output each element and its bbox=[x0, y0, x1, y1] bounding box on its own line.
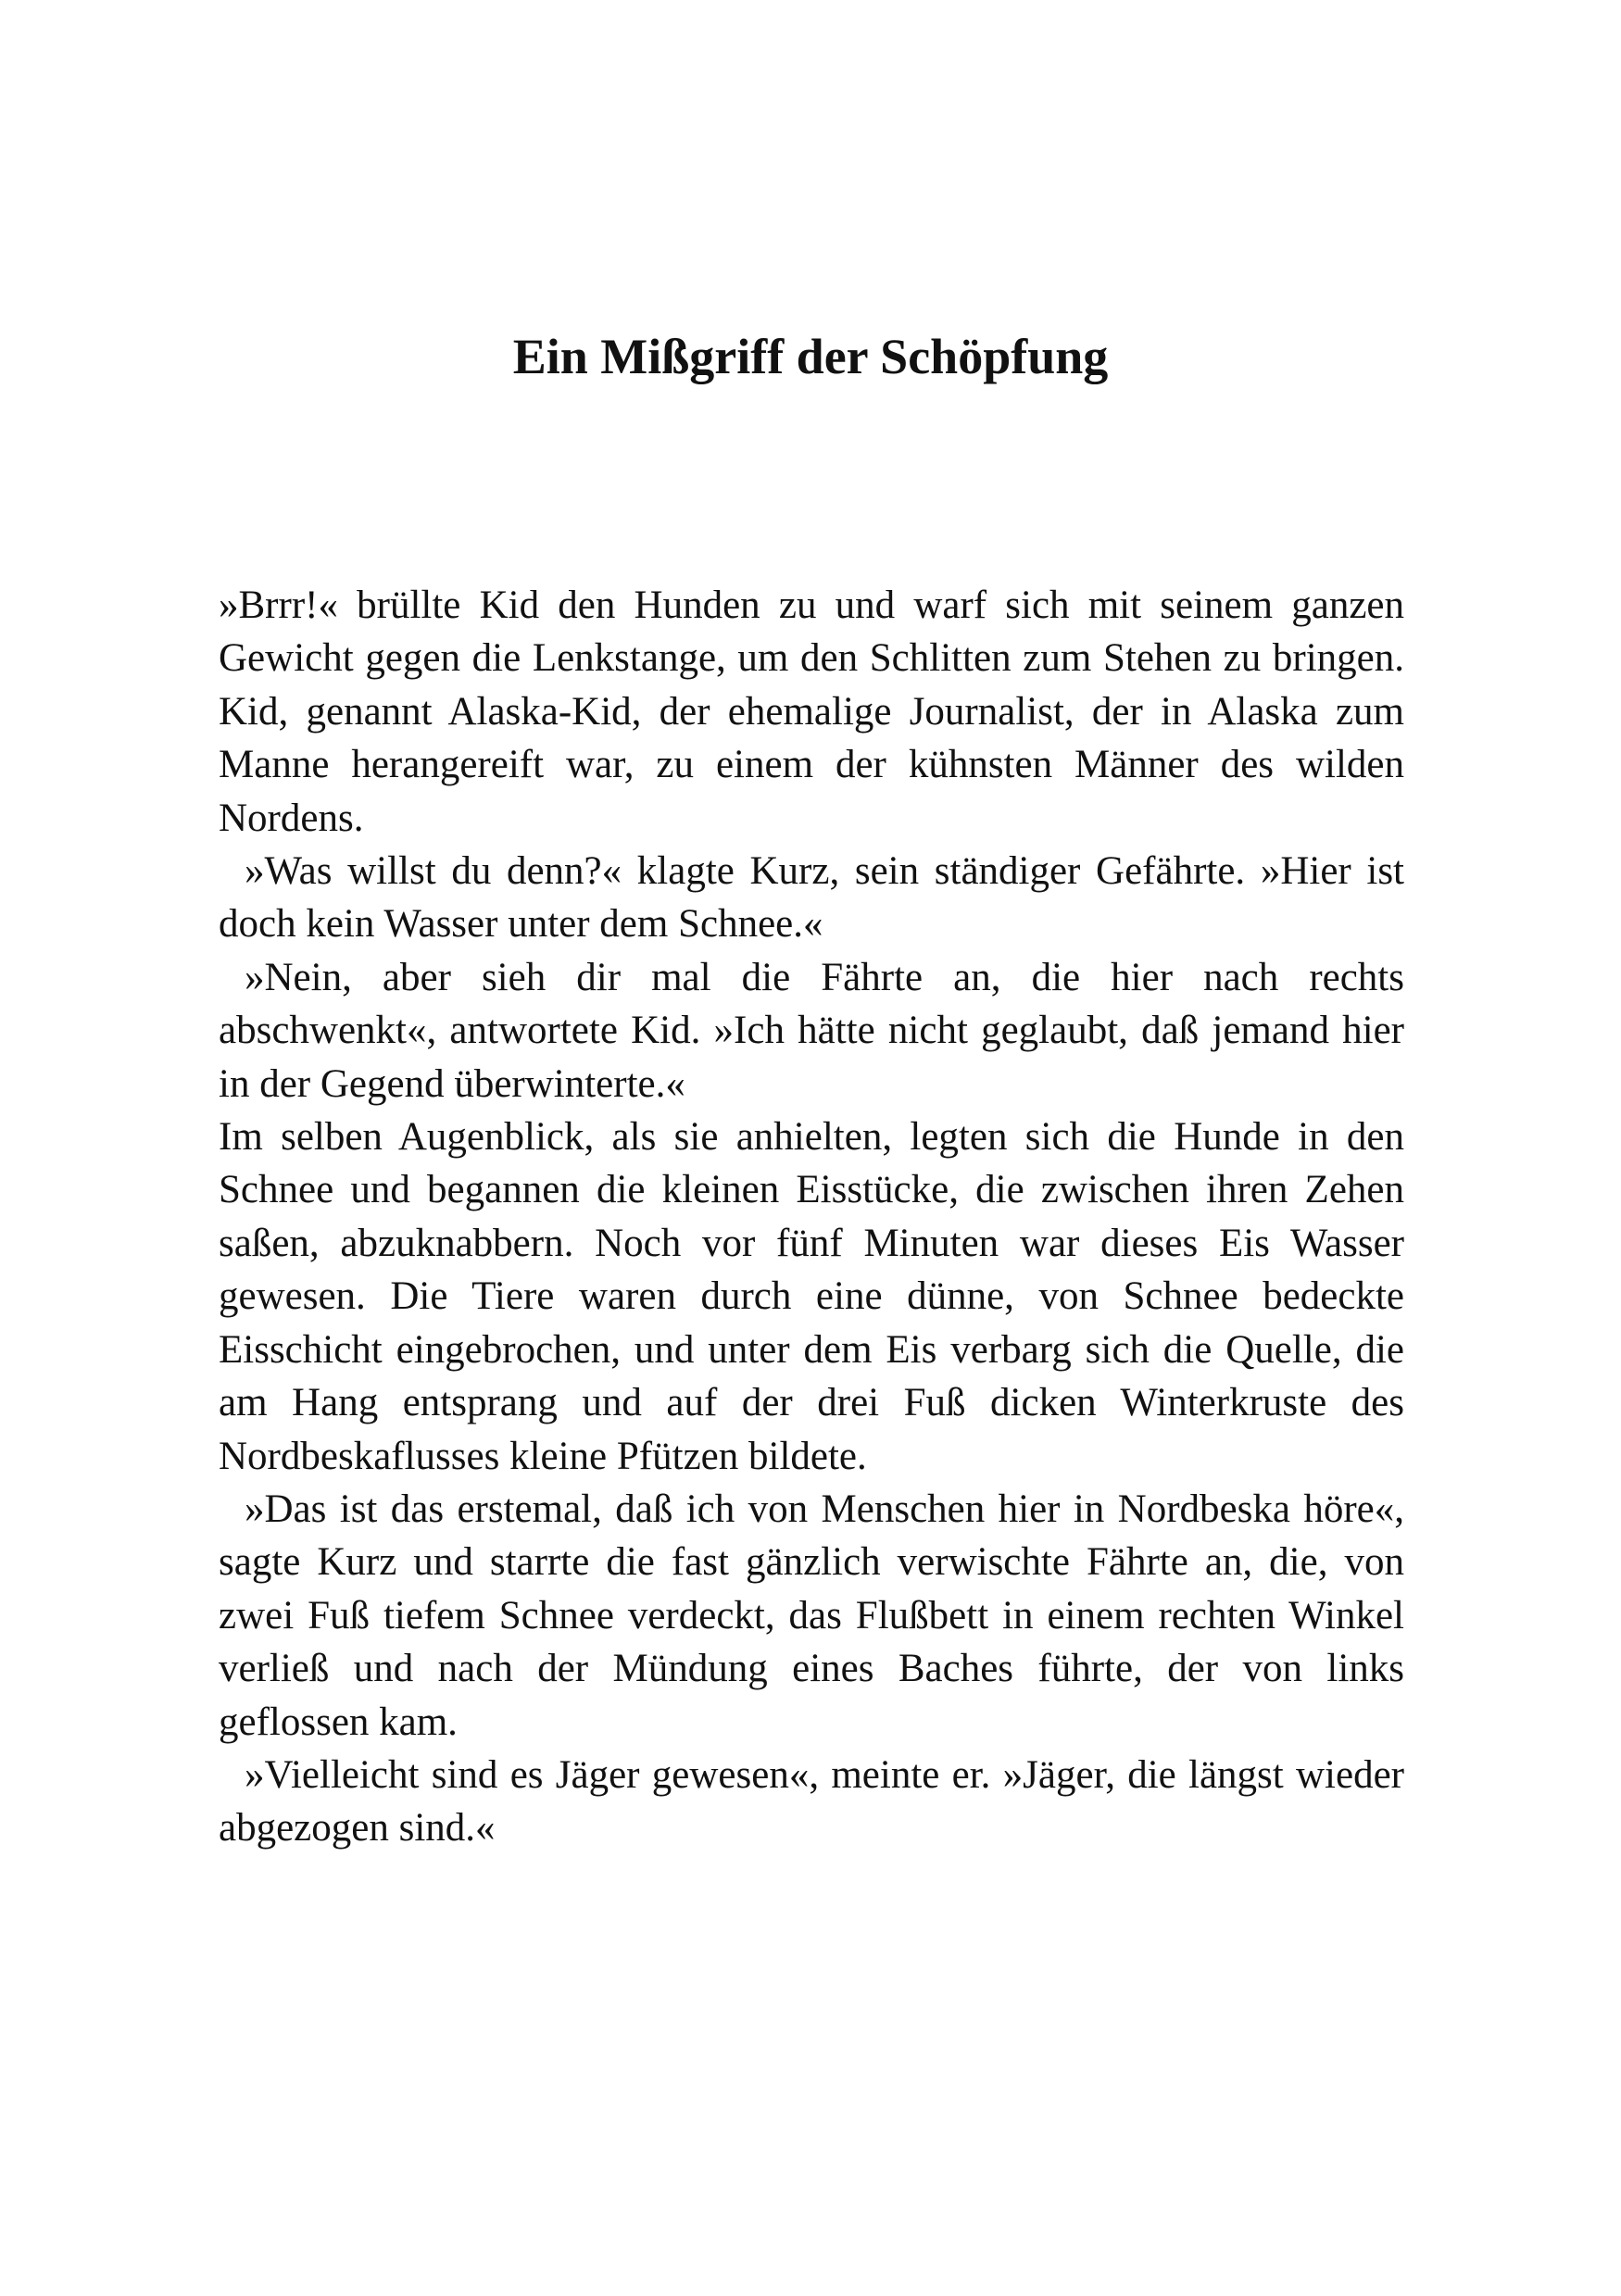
paragraph: »Das ist das erstemal, daß ich von Menschen hier in Nordbeska höre«, sagte Kurz und starrte die fast gänzlich verwischte Fährte an, die, von zwei Fuß tiefem Schnee verdeckt, das Flußbett in einem rechten Winkel verließ und nach der Mündung eines Baches führte, der von links geflossen kam. bbox=[219, 1487, 1404, 1744]
paragraph: »Brrr!« brüllte Kid den Hunden zu und warf sich mit seinem ganzen Gewicht gegen die Lenkstange, um den Schlitten zum Stehen zu bringen. Kid, genannt Alaska-Kid, der ehemalige Journalist, der in Alaska zum Manne herangereift war, zu einem der kühnsten Männer des wilden Nordens. bbox=[219, 583, 1404, 840]
chapter-title: Ein Mißgriff der Schöpfung bbox=[512, 329, 1109, 384]
chapter-body bbox=[219, 579, 1404, 1855]
paragraph: Im selben Augenblick, als sie anhielten, legten sich die Hunde in den Schnee und begannen die kleinen Eisstücke, die zwischen ihren Zehen saßen, abzuknabbern. Noch vor fünf Minuten war dieses Eis Wasser gewesen. Die Tiere waren durch eine dünne, von Schnee bedeckte Eisschicht eingebrochen, und unter dem Eis verbarg sich die Quelle, die am Hang entsprang und auf der drei Fuß dicken Winterkruste des Nordbeskaflusses kleine Pfützen bildete. bbox=[219, 1115, 1404, 1478]
paragraph: »Nein, aber sieh dir mal die Fährte an, die hier nach rechts abschwenkt«, antwortete Kid. »Ich hätte nicht geglaubt, daß jemand hier in der Gegend überwinterte.« bbox=[219, 955, 1404, 1106]
paragraph: »Vielleicht sind es Jäger gewesen«, meinte er. »Jäger, die längst wieder abgezogen sind.« bbox=[219, 1752, 1404, 1851]
paragraph: »Was willst du denn?« klagte Kurz, sein ständiger Gefährte. »Hier ist doch kein Wasser unter dem Schnee.« bbox=[219, 849, 1404, 947]
